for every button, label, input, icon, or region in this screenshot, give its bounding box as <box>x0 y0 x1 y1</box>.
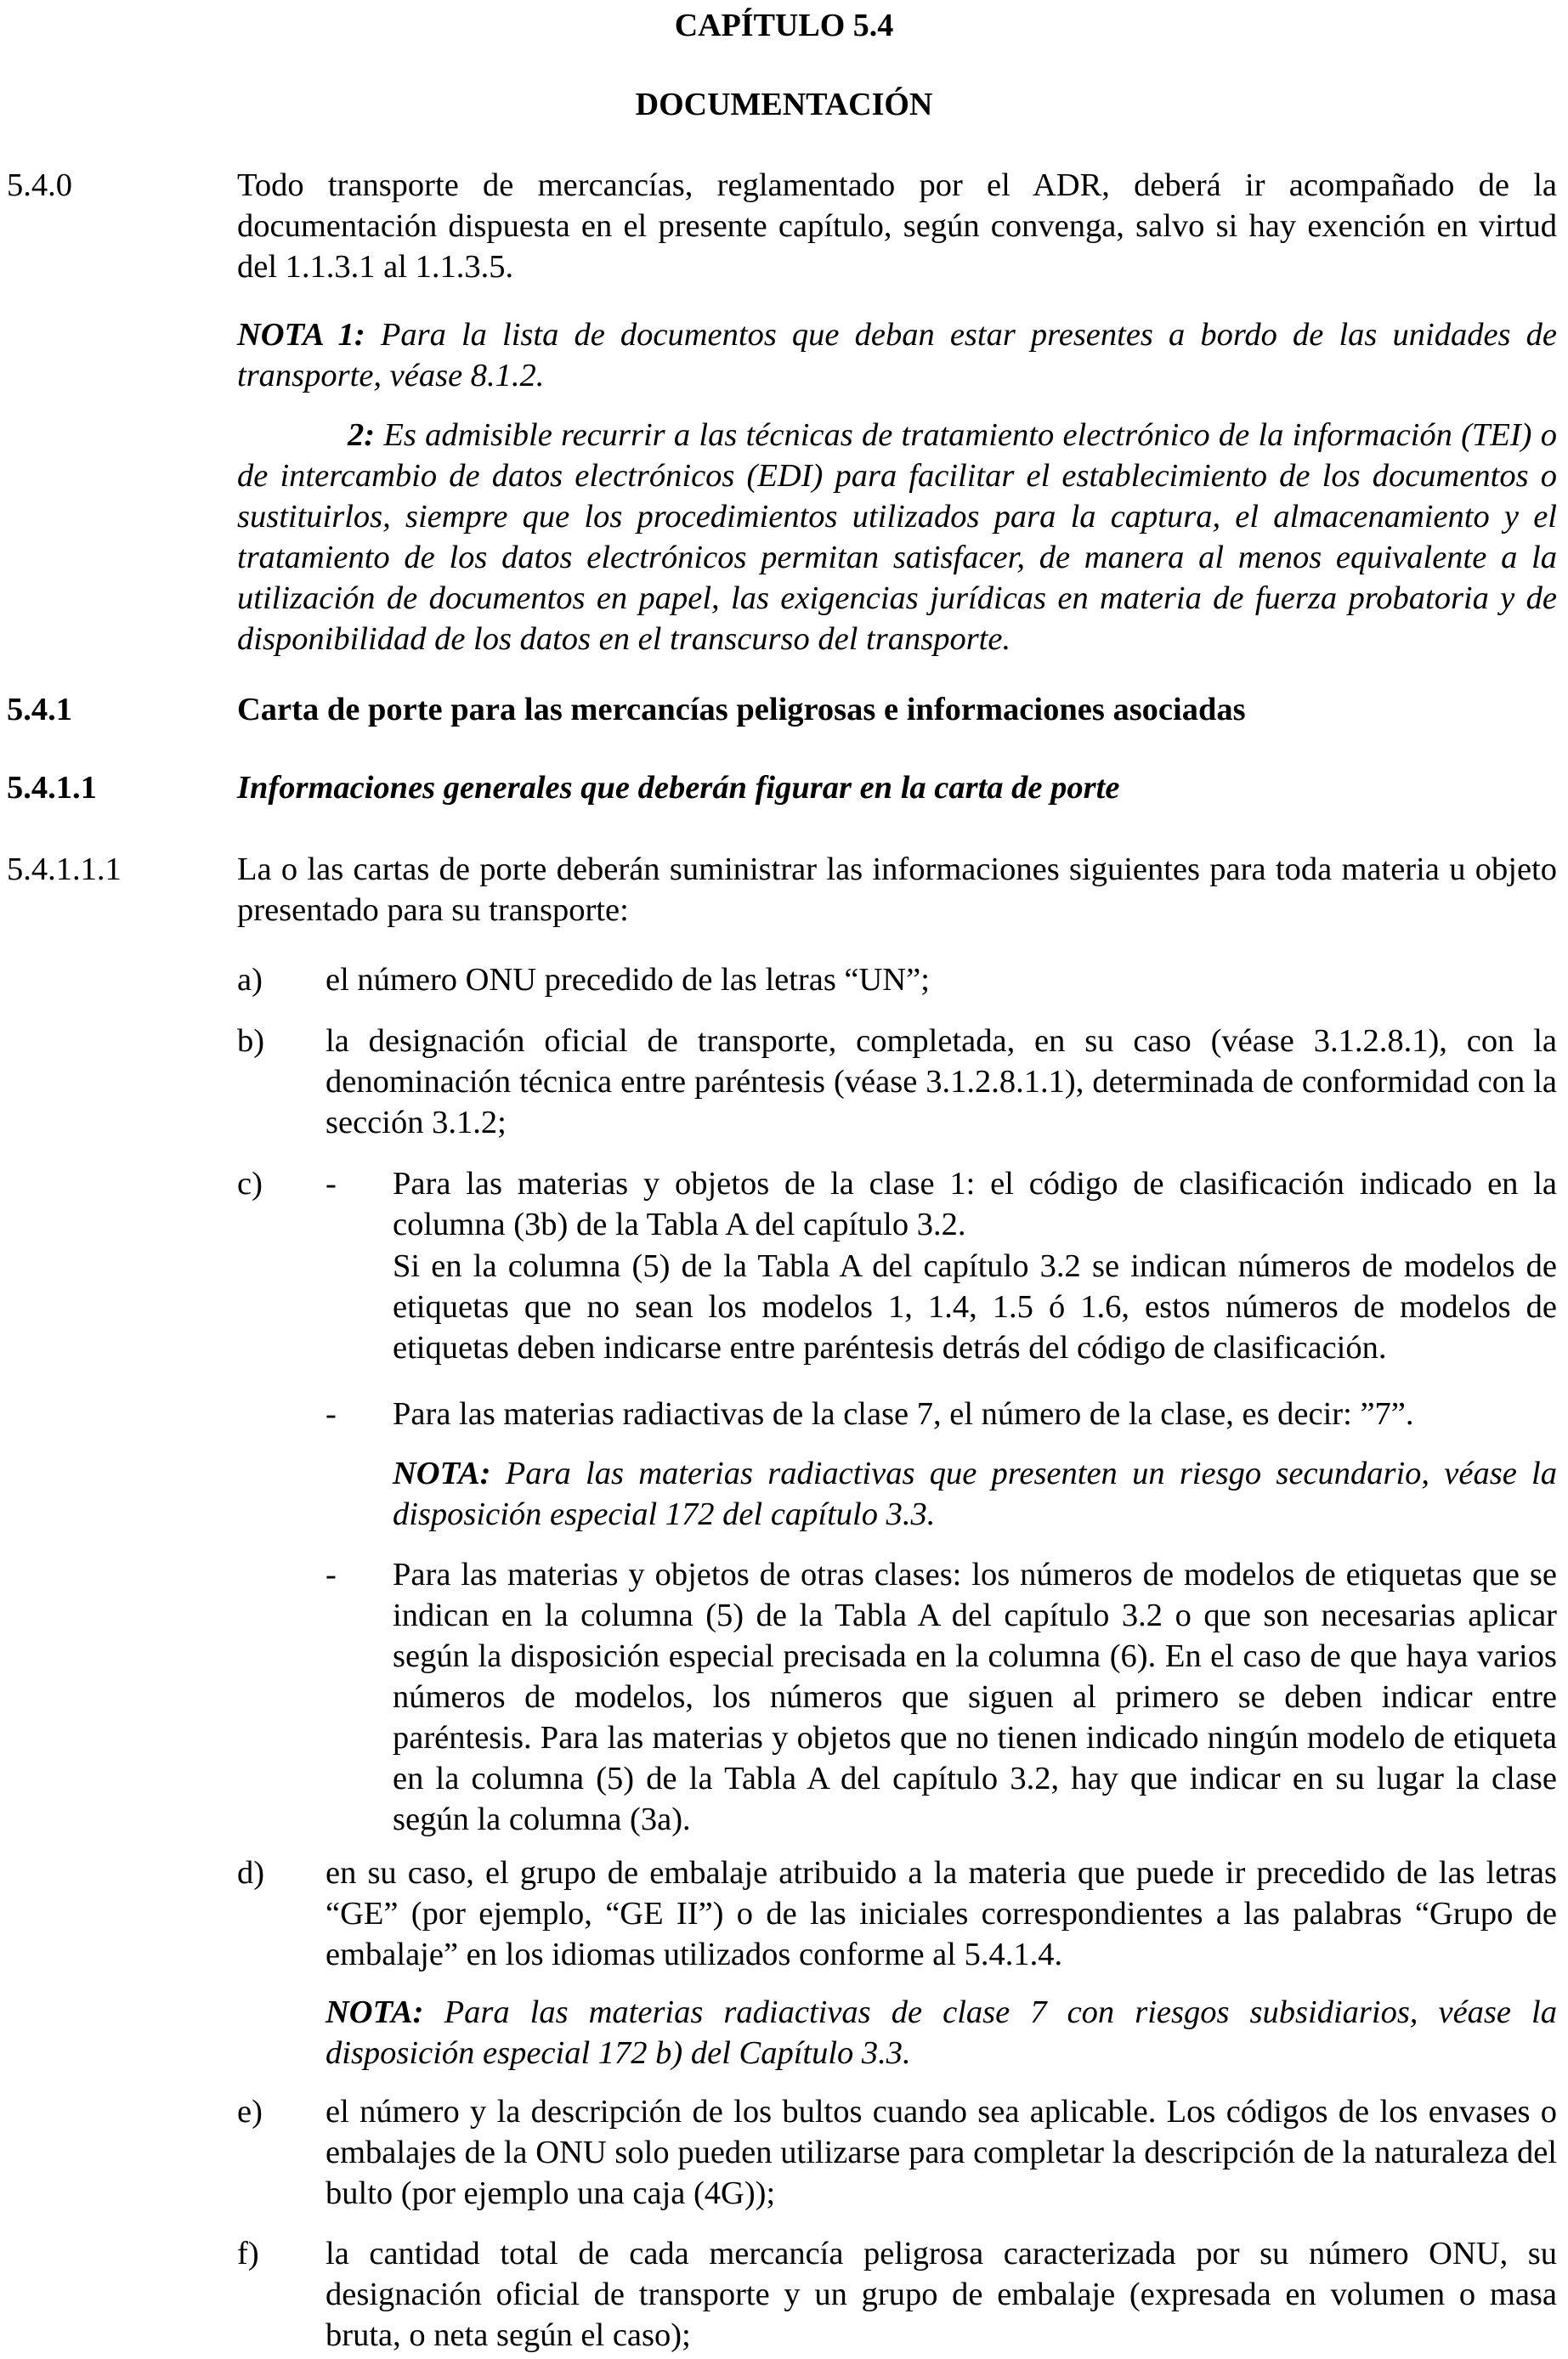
chapter-heading: CAPÍTULO 5.4 <box>674 8 894 43</box>
item-c2-nota-text: Para las materias radiactivas que presenten un riesgo secundario, véase la disposición especial 172 del capítulo 3.3. <box>393 1456 1558 1532</box>
item-d-nota-label: NOTA: <box>325 1994 424 2030</box>
item-c3-dash: - <box>325 1557 337 1592</box>
item-d-nota-text: Para las materias radiactivas de clase 7 con riesgos subsidiarios, véase la disposición especial 172 b) del Capítulo 3.3. <box>325 1994 1557 2071</box>
nota-2-label: 2: <box>348 417 376 453</box>
chapter-title: DOCUMENTACIÓN <box>635 87 933 122</box>
section-5-4-0-text: Todo transporte de mercancías, reglamentado por el ADR, deberá ir acompañado de la documentación dispuesta en el presente capítulo, según convenga, salvo si hay exención en virtud del 1.1.3.1 al 1.1.3.5. <box>237 167 1557 285</box>
item-c1-text: Para las materias y objetos de la clase 1: el código de clasificación indicado en la columna (3b) de la Tabla A del capítulo 3.2. <box>393 1166 1557 1242</box>
item-e-label: e) <box>237 2094 263 2130</box>
nota-1-text: Para la lista de documentos que deban estar presentes a bordo de las unidades de transporte, véase 8.1.2. <box>237 317 1557 393</box>
section-5-4-1-1-title: Informaciones generales que deberán figurar en la carta de porte <box>237 770 1120 806</box>
item-c1-dash: - <box>325 1166 337 1202</box>
section-number-5-4-1-1-1: 5.4.1.1.1 <box>7 851 122 887</box>
item-a-text: el número ONU precedido de las letras “UN”; <box>325 962 930 998</box>
item-c-label: c) <box>237 1166 263 1202</box>
item-d-text: en su caso, el grupo de embalaje atribuido a la materia que puede ir precedido de las letras “GE” (por ejemplo, “GE II”) o de las iniciales correspondientes a las palabras “Grupo de embalaje” en los idiomas utilizados conforme al 5.4.1.4. <box>325 1855 1557 1972</box>
section-number-5-4-1-1: 5.4.1.1 <box>7 770 97 806</box>
item-c2-nota <box>393 1453 1557 1535</box>
item-b-label: b) <box>237 1023 265 1059</box>
item-f-text: la cantidad total de cada mercancía peligrosa caracterizada por su número ONU, su designación oficial de transporte y un grupo de embalaje (expresada en volumen o masa bruta, o neta según el caso); <box>325 2236 1557 2353</box>
nota-2-text: Es admisible recurrir a las técnicas de tratamiento electrónico de la información (TEI) o de intercambio de datos electrónicos (EDI) para facilitar el establecimiento de los documentos o sustituirlos, siempre que los procedimientos utilizados para la captura, el almacenamiento y el tratamiento de los datos electrónicos permitan satisfacer, de manera al menos equivalente a la utilización de documentos en papel, las exigencias jurídicas en materia de fuerza probatoria y de disponibilidad de los datos en el transcurso del transporte. <box>237 417 1557 657</box>
item-d-nota <box>325 1992 1557 2073</box>
item-b-text: la designación oficial de transporte, completada, en su caso (véase 3.1.2.8.1), con la denominación técnica entre paréntesis (véase 3.1.2.8.1.1), determinada de conformidad con la sección 3.1.2; <box>325 1023 1557 1140</box>
item-c2-dash: - <box>325 1396 337 1432</box>
nota-1 <box>237 314 1557 396</box>
section-number-5-4-1: 5.4.1 <box>7 692 72 727</box>
section-5-4-1-title: Carta de porte para las mercancías peligrosas e informaciones asociadas <box>237 692 1246 727</box>
item-d-label: d) <box>237 1855 265 1891</box>
nota-2 <box>237 415 1557 659</box>
nota-1-label: NOTA 1: <box>237 317 365 353</box>
item-c2-nota-label: NOTA: <box>393 1456 491 1491</box>
section-5-4-1-1-1-intro: La o las cartas de porte deberán suministrar las informaciones siguientes para toda materia u objeto presentado para su transporte: <box>237 851 1557 928</box>
item-a-label: a) <box>237 962 263 998</box>
item-c2-text: Para las materias radiactivas de la clase 7, el número de la clase, es decir: ”7”. <box>393 1396 1414 1432</box>
item-e-text: el número y la descripción de los bultos cuando sea aplicable. Los códigos de los envases o embalajes de la ONU solo pueden utilizarse para completar la descripción de la naturaleza del bulto (por ejemplo una caja (4G)); <box>325 2094 1557 2211</box>
item-c3-text: Para las materias y objetos de otras clases: los números de modelos de etiquetas que se indican en la columna (5) de la Tabla A del capítulo 3.2 o que son necesarias aplicar según la disposición especial precisada en la columna (6). En el caso de que haya varios números de modelos, los números que siguen al primero se deben indicar entre paréntesis. Para las materias y objetos que no tienen indicado ningún modelo de etiqueta en la columna (5) de la Tabla A del capítulo 3.2, hay que indicar en su lugar la clase según la columna (3a). <box>393 1557 1557 1837</box>
item-c1-extra: Si en la columna (5) de la Tabla A del capítulo 3.2 se indican números de modelos de etiquetas que no sean los modelos 1, 1.4, 1.5 ó 1.6, estos números de modelos de etiquetas deben indicarse entre paréntesis detrás del código de clasificación. <box>393 1248 1557 1366</box>
section-number-5-4-0: 5.4.0 <box>7 167 72 203</box>
item-f-label: f) <box>237 2236 259 2271</box>
